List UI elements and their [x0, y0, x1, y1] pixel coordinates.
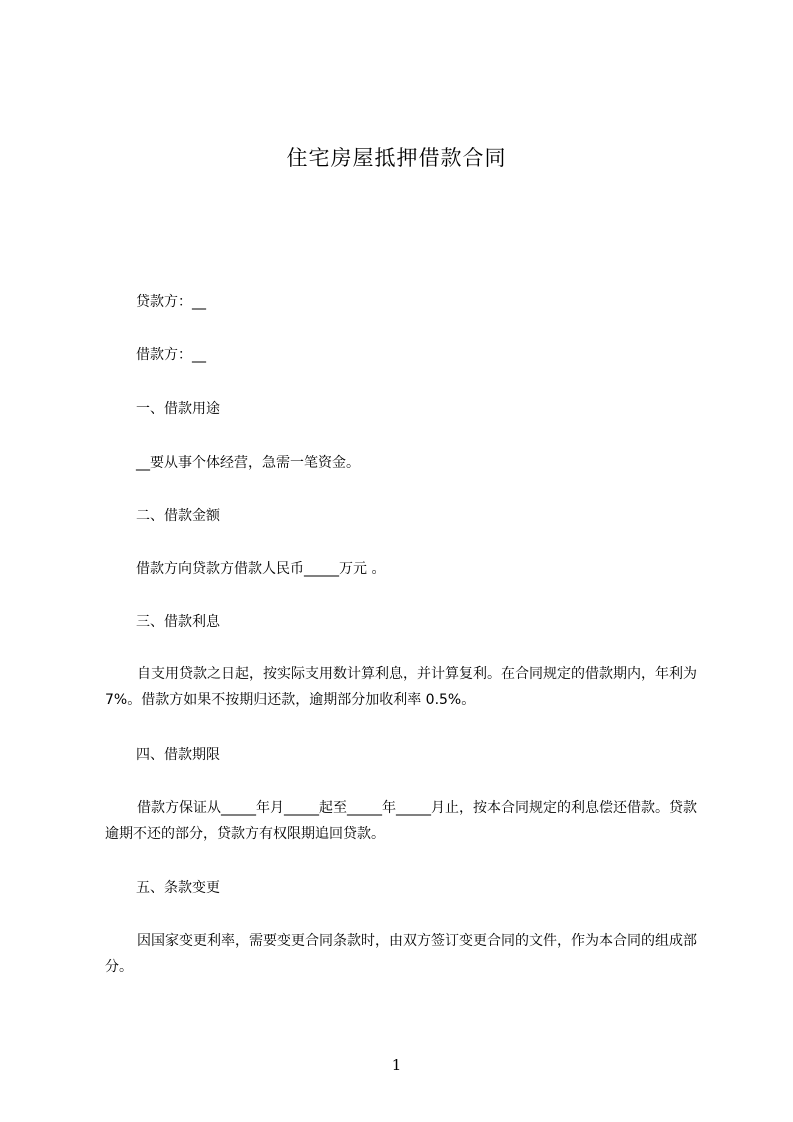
section-heading-amount: 二、借款金额 — [136, 508, 220, 524]
lender-line: 贷款方：__ — [136, 294, 206, 310]
section-heading-purpose: 一、借款用途 — [136, 401, 220, 417]
section-text-amount: 借款方向贷款方借款人民币_____万元 。 — [136, 561, 386, 577]
section-heading-changes: 五、条款变更 — [136, 880, 220, 896]
section-heading-term: 四、借款期限 — [136, 747, 220, 763]
document-title: 住宅房屋抵押借款合同 — [286, 146, 507, 170]
page-number: 1 — [391, 1056, 402, 1074]
section-text-term: 借款方保证从_____年月_____起至_____年_____月止，按本合同规定的利息偿还借款。贷款逾期不还的部分，贷款方有权限期追回贷款。 — [105, 800, 697, 842]
section-text-interest: 自支用贷款之日起，按实际支用数计算利息，并计算复利。在合同规定的借款期内，年利为 7%。借款方如果不按期归还款，逾期部分加收利率 0.5%。 — [105, 666, 697, 708]
section-text-purpose: __要从事个体经营，急需一笔资金。 — [136, 455, 360, 471]
section-text-changes: 因国家变更利率，需要变更合同条款时，由双方签订变更合同的文件，作为本合同的组成部分。 — [105, 933, 697, 975]
borrower-line: 借款方：__ — [136, 347, 206, 363]
section-heading-interest: 三、借款利息 — [136, 614, 220, 630]
